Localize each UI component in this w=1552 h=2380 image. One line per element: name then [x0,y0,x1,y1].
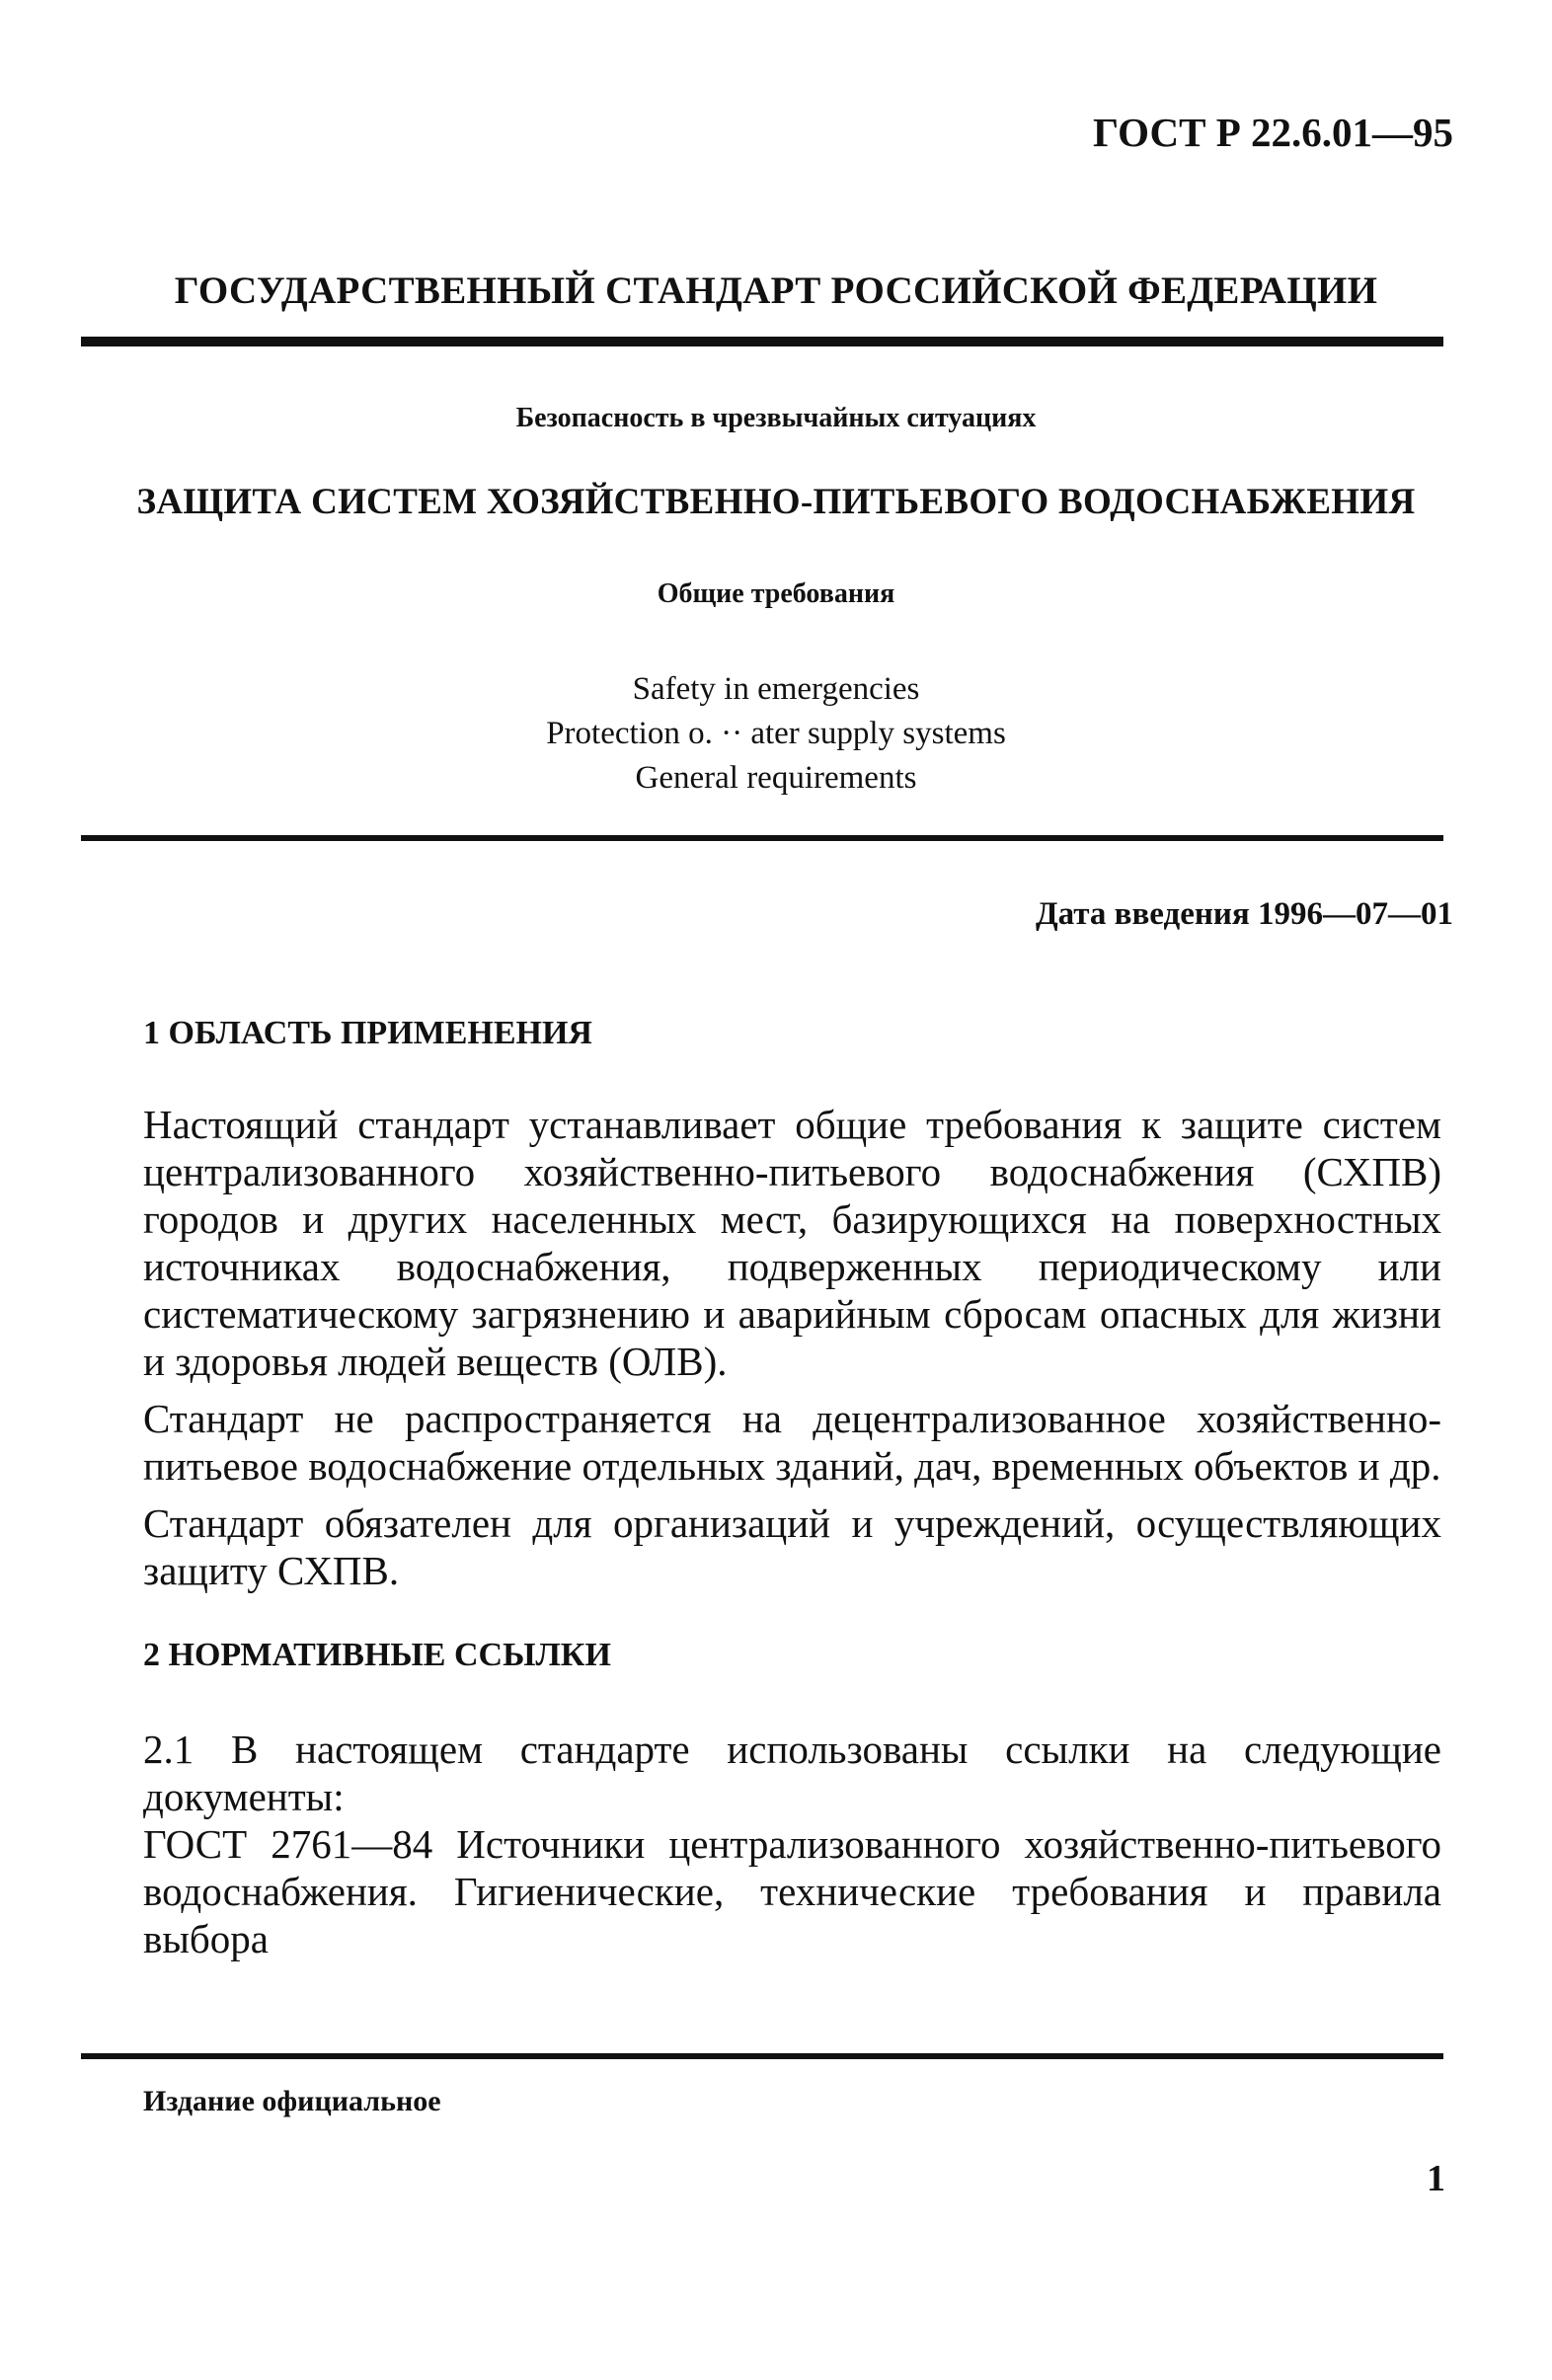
section-body-normative-references [143,1726,1441,1962]
paragraph: Стандарт обязателен для организаций и учреждений, осуществляющих защиту СХПВ. [143,1500,1441,1593]
page-number: 1 [1427,2158,1445,2199]
document-main-title: ЗАЩИТА СИСТЕМ ХОЗЯЙСТВЕННО-ПИТЬЕВОГО ВОДОСНАБЖЕНИЯ [136,482,1416,522]
section-heading-scope: 1 ОБЛАСТЬ ПРИМЕНЕНИЯ [143,1015,592,1051]
introduction-date: Дата введения 1996—07—01 [1035,896,1453,932]
section-body-scope [143,1101,1441,1604]
english-line-2: Protection o. ·· ater supply systems [546,716,1006,751]
footer-divider [81,2053,1443,2059]
standard-title: ГОСУДАРСТВЕННЫЙ СТАНДАРТ РОССИЙСКОЙ ФЕДЕРАЦИИ [174,269,1378,312]
publication-note: Издание официальное [143,2085,441,2117]
english-line-3: General requirements [635,760,917,796]
paragraph: 2.1 В настоящем стандарте использованы ссылки на следующие документы: [143,1727,1441,1819]
paragraph: Стандарт не распространяется на децентрализованное хозяйственно-питьевое водоснабжение отдельных зданий, дач, временных объектов и др. [143,1396,1441,1489]
english-title-block [0,667,1552,801]
title-divider [81,835,1443,841]
top-divider [81,337,1443,346]
paragraph: Настоящий стандарт устанавливает общие требования к защите систем централизованного хозяйственно-питьевого водоснабжения (СХПВ) городов и других населенных мест, базирующихся на поверхностных источниках водоснабжения, подверженных периодическому или систематическому загрязнению и аварийным сбросам опасных для жизни и здоровья людей веществ (ОЛВ). [143,1102,1441,1384]
document-code: ГОСТ Р 22.6.01—95 [1093,110,1453,155]
section-heading-normative-references: 2 НОРМАТИВНЫЕ ССЫЛКИ [143,1637,611,1673]
series-title: Безопасность в чрезвычайных ситуациях [515,403,1037,433]
english-line-1: Safety in emergencies [632,671,920,707]
reference-entry: ГОСТ 2761—84 Источники централизованного хозяйственно-питьевого водоснабжения. Гигиенические, технические требования и правила выбора [143,1821,1441,1961]
document-subtitle: Общие требования [657,578,895,609]
